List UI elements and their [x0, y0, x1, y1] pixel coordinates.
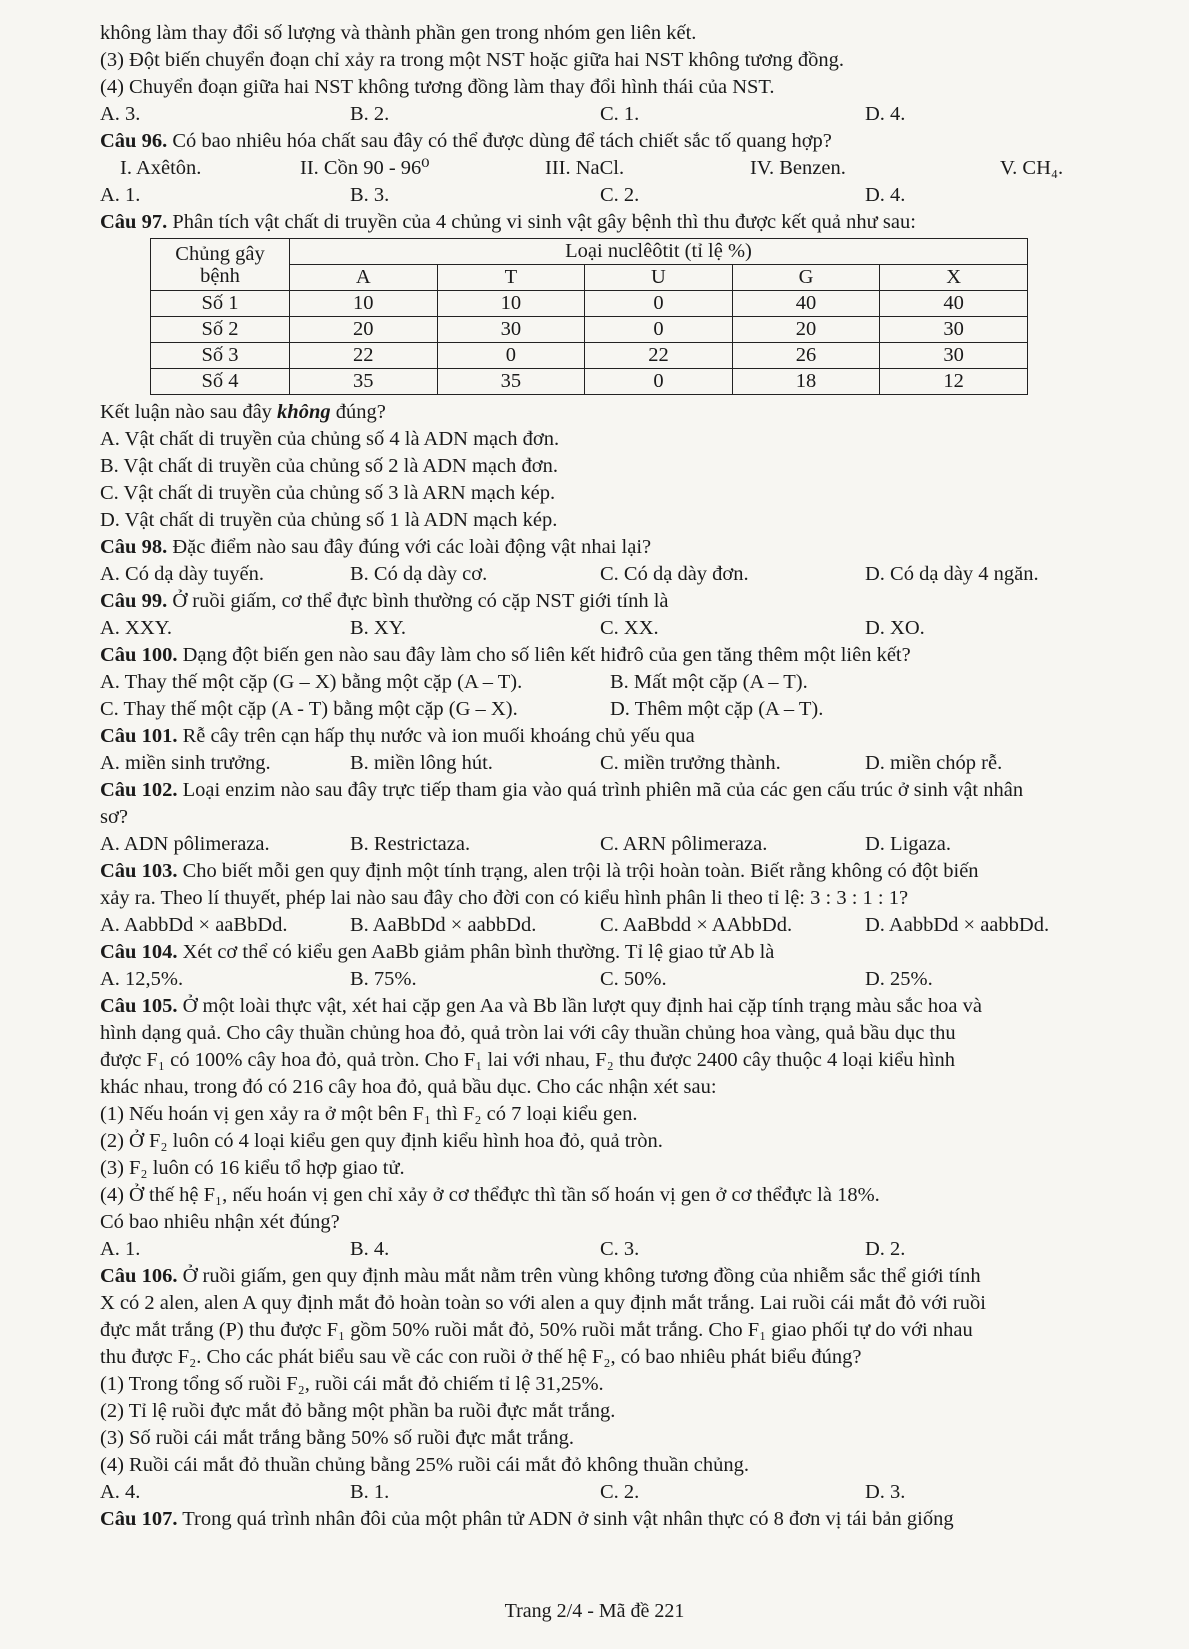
- table-row: [151, 317, 1028, 343]
- chemical: IV. Benzen.: [750, 157, 846, 179]
- option-a: A. XXY.: [100, 617, 172, 639]
- cell: 30: [437, 317, 585, 343]
- question-text: Ở ruồi giấm, gen quy định màu mắt nằm trên vùng không tương đồng của nhiễm sắc thể giới tính: [177, 1265, 981, 1287]
- question-label: Câu 99.: [100, 590, 168, 612]
- cell: 35: [437, 369, 585, 395]
- intro-line: (4) Chuyển đoạn giữa hai NST không tương đồng làm thay đổi hình thái của NST.: [100, 76, 775, 98]
- cell: 30: [880, 343, 1028, 369]
- intro-line: không làm thay đổi số lượng và thành phần gen trong nhóm gen liên kết.: [100, 22, 697, 44]
- q106-options: [100, 1479, 1130, 1506]
- question-100: [100, 642, 1130, 669]
- cell: 26: [732, 343, 880, 369]
- option-a: A. Có dạ dày tuyến.: [100, 563, 264, 585]
- option-c: C. 1.: [600, 103, 640, 125]
- question-label: Câu 98.: [100, 536, 168, 558]
- question-label: Câu 97.: [100, 211, 168, 233]
- statement: (3) F₂ luôn có 16 kiểu tổ hợp giao tử.: [100, 1157, 405, 1179]
- option-c: C. 50%.: [600, 968, 667, 990]
- statement: (2) Tỉ lệ ruồi đực mắt đỏ bằng một phần ba ruồi đực mắt trắng.: [100, 1400, 616, 1422]
- question-105: [100, 993, 1130, 1020]
- q95-options: [100, 101, 1130, 128]
- option-d: D. XO.: [865, 617, 925, 639]
- option-b: B. AaBbDd × aabbDd.: [350, 914, 537, 936]
- column-header: T: [437, 265, 585, 291]
- row-name: Số 3: [151, 343, 290, 369]
- question-text: Loại enzim nào sau đây trực tiếp tham gia vào quá trình phiên mã của các gen cấu trúc ở sinh vật nhân: [177, 779, 1024, 801]
- emphasis: không: [277, 401, 331, 423]
- option-d: D. 25%.: [865, 968, 933, 990]
- option-a: A. 1.: [100, 1238, 141, 1260]
- question-label: Câu 103.: [100, 860, 178, 882]
- question-label: Câu 96.: [100, 130, 168, 152]
- question-text: Dạng đột biến gen nào sau đây làm cho số liên kết hiđrô của gen tăng thêm một liên kết?: [177, 644, 911, 666]
- cell: 12: [880, 369, 1028, 395]
- q100-options-row1: [100, 669, 1130, 696]
- option-c: C. miền trưởng thành.: [600, 752, 781, 774]
- column-header: G: [732, 265, 880, 291]
- cell: 30: [880, 317, 1028, 343]
- option-c: C. AaBbdd × AAbbDd.: [600, 914, 793, 936]
- option-c: C. ARN pôlimeraza.: [600, 833, 768, 855]
- table-row: [151, 291, 1028, 317]
- q100-options-row2: [100, 696, 1130, 723]
- question-103: [100, 858, 1130, 885]
- option-a: A. 1.: [100, 184, 141, 206]
- statement: (4) Ruồi cái mắt đỏ thuần chủng bằng 25% ruồi cái mắt đỏ không thuần chủng.: [100, 1454, 750, 1476]
- q105-options: [100, 1236, 1130, 1263]
- cell: 22: [585, 343, 733, 369]
- exam-content: [100, 20, 1130, 1533]
- option-d: D. Có dạ dày 4 ngăn.: [865, 563, 1039, 585]
- question-label: Câu 104.: [100, 941, 178, 963]
- question-104: [100, 939, 1130, 966]
- text: đúng?: [330, 401, 386, 423]
- question-97: [100, 209, 1130, 236]
- option-a: A. AabbDd × aaBbDd.: [100, 914, 288, 936]
- option-b: B. Mất một cặp (A – T).: [610, 671, 808, 693]
- question-text-cont: sơ?: [100, 806, 128, 828]
- option-a: A. 3.: [100, 103, 141, 125]
- option-b: B. 2.: [350, 103, 390, 125]
- option-c: C. Có dạ dày đơn.: [600, 563, 749, 585]
- option-a: A. 12,5%.: [100, 968, 184, 990]
- option-a: A. Vật chất di truyền của chủng số 4 là ADN mạch đơn.: [100, 428, 560, 450]
- cell: 35: [290, 369, 438, 395]
- question-label: Câu 101.: [100, 725, 178, 747]
- question-text-cont: đực mắt trắng (P) thu được F₁ gồm 50% ruồi mắt đỏ, 50% ruồi mắt trắng. Cho F₁ giao phối tự do với nhau: [100, 1319, 973, 1341]
- chemical: I. Axêtôn.: [120, 157, 202, 179]
- cell: 0: [585, 317, 733, 343]
- option-c: C. XX.: [600, 617, 659, 639]
- question-107: [100, 1506, 1130, 1533]
- question-text: Cho biết mỗi gen quy định một tính trạng, alen trội là trội hoàn toàn. Biết rằng không có đột biến: [177, 860, 979, 882]
- option-d: D. 3.: [865, 1481, 906, 1503]
- cell: 20: [290, 317, 438, 343]
- question-text: Phân tích vật chất di truyền của 4 chủng vi sinh vật gây bệnh thì thu được kết quả như sau:: [167, 211, 916, 233]
- option-c: C. 3.: [600, 1238, 640, 1260]
- option-b: B. Vật chất di truyền của chủng số 2 là ADN mạch đơn.: [100, 455, 558, 477]
- question-label: Câu 105.: [100, 995, 178, 1017]
- cell: 20: [732, 317, 880, 343]
- option-b: B. miền lông hút.: [350, 752, 493, 774]
- question-text-cont: X có 2 alen, alen A quy định mắt đỏ hoàn toàn so với alen a quy định mắt trắng. Lai ruồi cái mắt đỏ với ruồi: [100, 1292, 986, 1314]
- question-102: [100, 777, 1130, 804]
- option-d: D. miền chóp rễ.: [865, 752, 1003, 774]
- option-a: A. ADN pôlimeraza.: [100, 833, 270, 855]
- table-header-nucleotide: Loại nuclêôtit (tỉ lệ %): [290, 239, 1028, 265]
- option-b: B. Có dạ dày cơ.: [350, 563, 488, 585]
- question-text: Trong quá trình nhân đôi của một phân tử ADN ở sinh vật nhân thực có 8 đơn vị tái bản giống: [177, 1508, 954, 1530]
- question-text: Ở ruồi giấm, cơ thể đực bình thường có cặp NST giới tính là: [167, 590, 669, 612]
- option-d: D. Thêm một cặp (A – T).: [610, 698, 824, 720]
- question-text-cont: khác nhau, trong đó có 216 cây hoa đỏ, quả bầu dục. Cho các nhận xét sau:: [100, 1076, 717, 1098]
- cell: 18: [732, 369, 880, 395]
- table-row: [151, 343, 1028, 369]
- option-b: B. Restrictaza.: [350, 833, 471, 855]
- nucleotide-table: [150, 238, 1028, 395]
- question-text-cont: hình dạng quả. Cho cây thuần chủng hoa đỏ, quả tròn lai với cây thuần chủng hoa vàng, quả bầu dục thu: [100, 1022, 956, 1044]
- question-99: [100, 588, 1130, 615]
- option-b: B. 75%.: [350, 968, 417, 990]
- q99-options: [100, 615, 1130, 642]
- question-text: Ở một loài thực vật, xét hai cặp gen Aa và Bb lần lượt quy định hai cặp tính trạng màu sắc hoa và: [177, 995, 982, 1017]
- column-header: A: [290, 265, 438, 291]
- question-text-cont: Có bao nhiêu nhận xét đúng?: [100, 1211, 340, 1233]
- q104-options: [100, 966, 1130, 993]
- statement: (4) Ở thế hệ F₁, nếu hoán vị gen chỉ xảy ở cơ thểđực thì tần số hoán vị gen ở cơ thểđực là 18%.: [100, 1184, 880, 1206]
- question-text-cont: xảy ra. Theo lí thuyết, phép lai nào sau đây cho đời con có kiểu hình phân li theo tỉ lệ: 3 : 3 : 1 : 1?: [100, 887, 909, 909]
- option-d: D. 4.: [865, 184, 906, 206]
- option-d: D. Ligaza.: [865, 833, 951, 855]
- row-name: Số 2: [151, 317, 290, 343]
- statement: (2) Ở F₂ luôn có 4 loại kiểu gen quy định kiểu hình hoa đỏ, quả tròn.: [100, 1130, 663, 1152]
- cell: 0: [585, 291, 733, 317]
- text: Kết luận nào sau đây: [100, 401, 278, 423]
- q103-options: [100, 912, 1130, 939]
- cell: 0: [585, 369, 733, 395]
- statement: (1) Nếu hoán vị gen xảy ra ở một bên F₁ thì F₂ có 7 loại kiểu gen.: [100, 1103, 638, 1125]
- q101-options: [100, 750, 1130, 777]
- statement: (1) Trong tổng số ruồi F₂, ruồi cái mắt đỏ chiếm tỉ lệ 31,25%.: [100, 1373, 604, 1395]
- question-text-cont: thu được F₂. Cho các phát biểu sau về các con ruồi ở thế hệ F₂, có bao nhiêu phát biểu đúng?: [100, 1346, 862, 1368]
- chemical: III. NaCl.: [545, 157, 625, 179]
- cell: 10: [437, 291, 585, 317]
- option-b: B. XY.: [350, 617, 407, 639]
- option-d: D. 2.: [865, 1238, 906, 1260]
- option-c: C. 2.: [600, 184, 640, 206]
- question-label: Câu 106.: [100, 1265, 178, 1287]
- q98-options: [100, 561, 1130, 588]
- option-a: A. Thay thế một cặp (G – X) bằng một cặp (A – T).: [100, 671, 523, 693]
- cell: 40: [880, 291, 1028, 317]
- page-footer: Trang 2/4 - Mã đề 221: [504, 1600, 685, 1622]
- question-96: [100, 128, 1130, 155]
- cell: 0: [437, 343, 585, 369]
- question-label: Câu 100.: [100, 644, 178, 666]
- question-98: [100, 534, 1130, 561]
- option-a: A. miền sinh trưởng.: [100, 752, 271, 774]
- option-d: D. AabbDd × aabbDd.: [865, 914, 1050, 936]
- option-c: C. 2.: [600, 1481, 640, 1503]
- q102-options: [100, 831, 1130, 858]
- question-106: [100, 1263, 1130, 1290]
- option-d: D. Vật chất di truyền của chủng số 1 là ADN mạch kép.: [100, 509, 558, 531]
- question-text: Rễ cây trên cạn hấp thụ nước và ion muối khoáng chủ yếu qua: [177, 725, 695, 747]
- option-b: B. 4.: [350, 1238, 390, 1260]
- option-b: B. 1.: [350, 1481, 390, 1503]
- question-text: Xét cơ thể có kiểu gen AaBb giảm phân bình thường. Tỉ lệ giao tử Ab là: [177, 941, 775, 963]
- q97-question: [100, 399, 1130, 426]
- q96-chemicals: [100, 155, 1130, 182]
- intro-line: (3) Đột biến chuyển đoạn chỉ xảy ra trong một NST hoặc giữa hai NST không tương đồng.: [100, 49, 844, 71]
- cell: 10: [290, 291, 438, 317]
- row-name: Số 1: [151, 291, 290, 317]
- question-text: Đặc điểm nào sau đây đúng với các loài động vật nhai lại?: [167, 536, 652, 558]
- option-d: D. 4.: [865, 103, 906, 125]
- question-text-cont: được F₁ có 100% cây hoa đỏ, quả tròn. Cho F₁ lai với nhau, F₂ thu được 2400 cây thuộc 4 loại kiểu hình: [100, 1049, 956, 1071]
- option-b: B. 3.: [350, 184, 390, 206]
- cell: 22: [290, 343, 438, 369]
- column-header: X: [880, 265, 1028, 291]
- option-c: C. Thay thế một cặp (A - T) bằng một cặp (G – X).: [100, 698, 518, 720]
- chemical: V. CH₄.: [1000, 157, 1064, 179]
- option-a: A. 4.: [100, 1481, 141, 1503]
- table-row: [151, 369, 1028, 395]
- q96-options: [100, 182, 1130, 209]
- chemical: II. Cồn 90 - 96⁰: [300, 157, 430, 179]
- question-101: [100, 723, 1130, 750]
- option-c: C. Vật chất di truyền của chủng số 3 là ARN mạch kép.: [100, 482, 556, 504]
- table-header-strain: Chủng gây bệnh: [151, 239, 290, 291]
- column-header: U: [585, 265, 733, 291]
- row-name: Số 4: [151, 369, 290, 395]
- question-text: Có bao nhiêu hóa chất sau đây có thể được dùng để tách chiết sắc tố quang hợp?: [167, 130, 832, 152]
- question-label: Câu 102.: [100, 779, 178, 801]
- cell: 40: [732, 291, 880, 317]
- statement: (3) Số ruồi cái mắt trắng bằng 50% số ruồi đực mắt trắng.: [100, 1427, 574, 1449]
- question-label: Câu 107.: [100, 1508, 178, 1530]
